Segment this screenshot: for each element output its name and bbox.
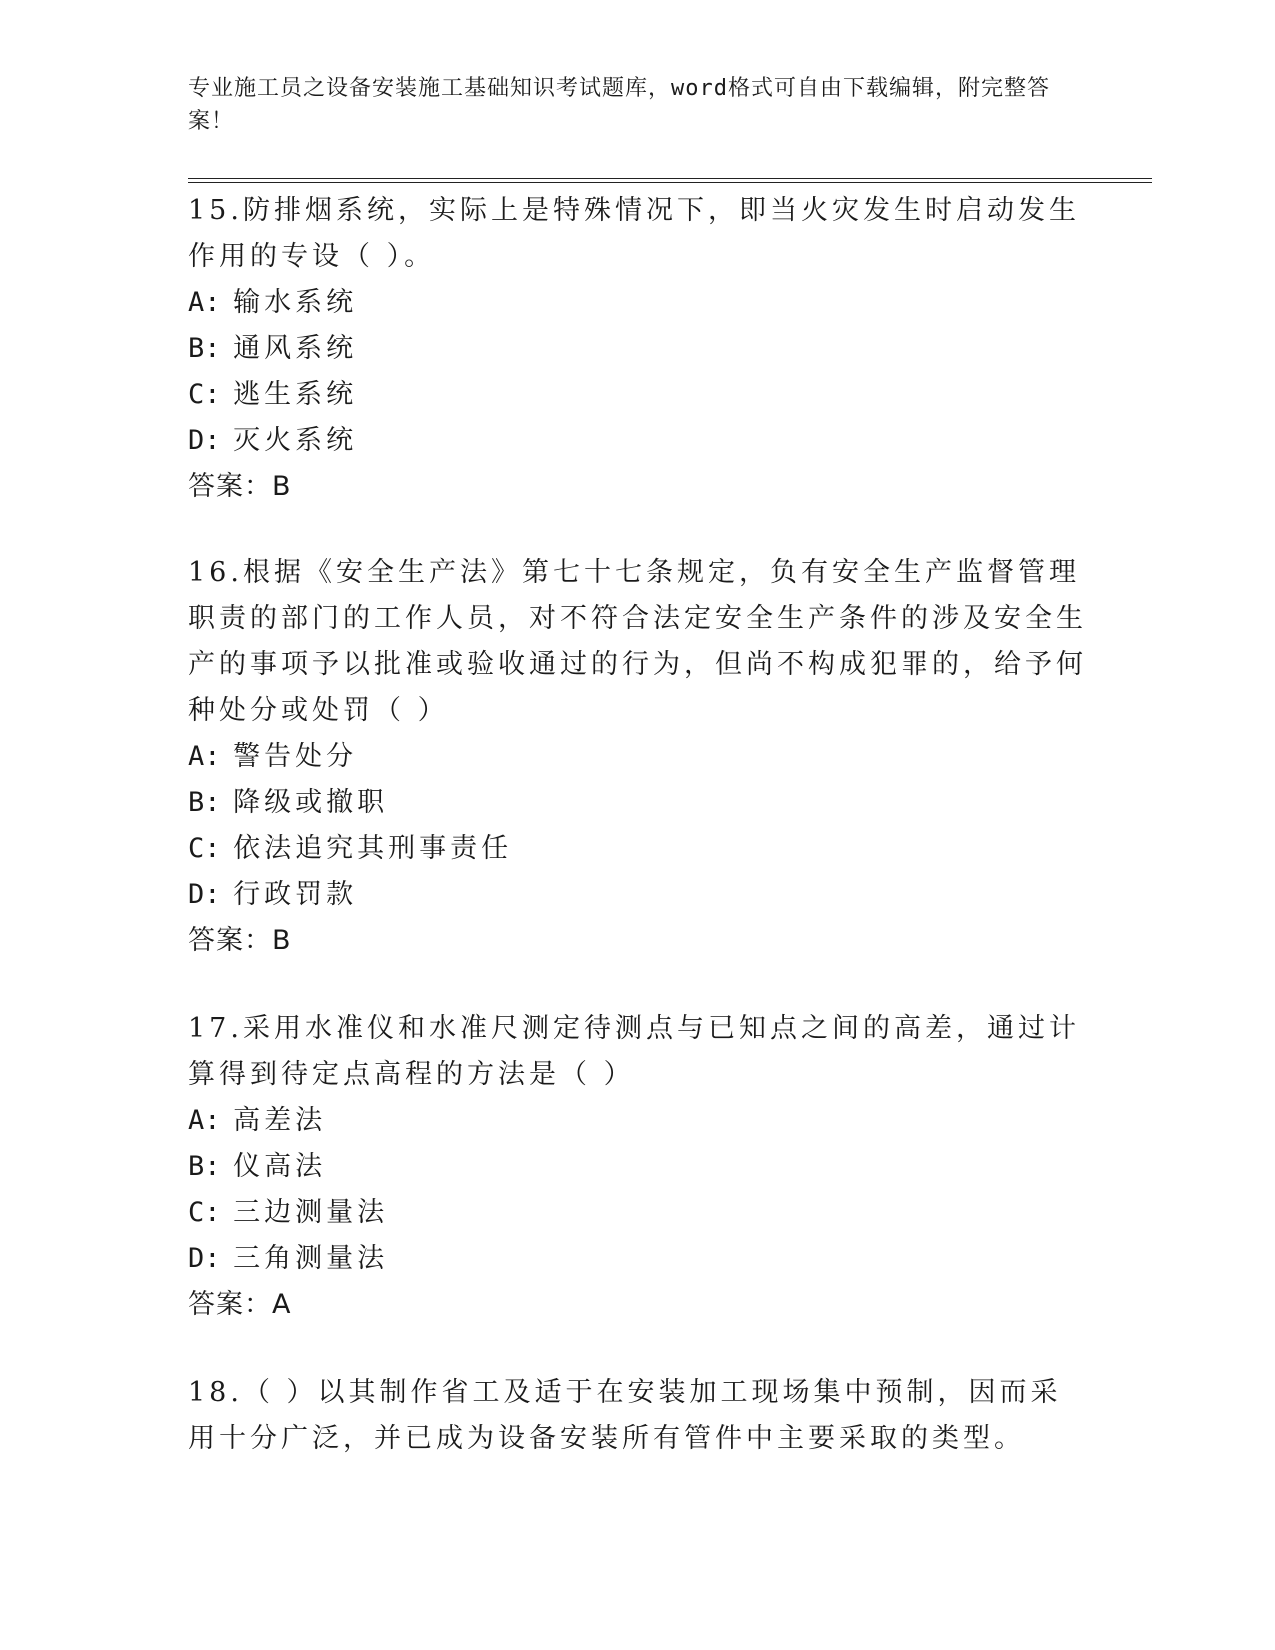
option-letter: C: [188, 1197, 221, 1228]
question-stem: 15.防排烟系统，实际上是特殊情况下，即当火灾发生时启动发生作用的专设（ ）。 [188, 195, 1080, 272]
option-a [188, 280, 1088, 326]
option-letter: D: [188, 425, 221, 456]
header-divider-top [188, 178, 1152, 179]
option-a [188, 1098, 1088, 1144]
option-text: 警告处分 [233, 741, 358, 772]
option-c [188, 372, 1088, 418]
option-b [188, 326, 1088, 372]
question-stem: 18.（ ）以其制作省工及适于在安装加工现场集中预制，因而采用十分广泛，并已成为设备安装所有管件中主要采取的类型。 [188, 1377, 1062, 1454]
question-stem: 17.采用水准仪和水准尺测定待测点与已知点之间的高差，通过计算得到待定点高程的方法是（ ） [188, 1013, 1080, 1090]
document-header: 专业施工员之设备安装施工基础知识考试题库，word格式可自由下载编辑，附完整答案！ [188, 76, 1050, 134]
option-letter: D: [188, 1243, 221, 1274]
option-text: 通风系统 [233, 333, 358, 364]
question-17 [188, 1006, 1088, 1328]
option-letter: D: [188, 879, 221, 910]
answer-line: 答案：B [188, 471, 292, 502]
option-d [188, 1236, 1088, 1282]
option-text: 灭火系统 [233, 425, 358, 456]
option-letter: C: [188, 833, 221, 864]
option-text: 输水系统 [233, 287, 358, 318]
option-d [188, 418, 1088, 464]
header-divider-bottom [188, 182, 1152, 183]
option-b [188, 780, 1088, 826]
option-letter: A: [188, 287, 221, 318]
option-b [188, 1144, 1088, 1190]
option-text: 依法追究其刑事责任 [233, 833, 513, 864]
option-d [188, 872, 1088, 918]
option-letter: C: [188, 379, 221, 410]
option-c [188, 826, 1088, 872]
question-16 [188, 550, 1088, 964]
option-text: 三角测量法 [233, 1243, 389, 1274]
question-stem: 16.根据《安全生产法》第七十七条规定，负有安全生产监督管理职责的部门的工作人员，对不符合法定安全生产条件的涉及安全生产的事项予以批准或验收通过的行为，但尚不构成犯罪的，给予何种处分或处罚（ ） [188, 557, 1087, 726]
option-text: 高差法 [233, 1105, 327, 1136]
option-letter: B: [188, 1151, 221, 1182]
question-18 [188, 1370, 1088, 1462]
option-text: 仪高法 [233, 1151, 327, 1182]
option-text: 降级或撤职 [233, 787, 389, 818]
option-letter: A: [188, 1105, 221, 1136]
option-text: 行政罚款 [233, 879, 358, 910]
option-letter: B: [188, 333, 221, 364]
answer-line: 答案：B [188, 925, 292, 956]
answer-line: 答案：A [188, 1289, 292, 1320]
option-a [188, 734, 1088, 780]
option-c [188, 1190, 1088, 1236]
option-text: 三边测量法 [233, 1197, 389, 1228]
option-letter: B: [188, 787, 221, 818]
option-text: 逃生系统 [233, 379, 358, 410]
option-letter: A: [188, 741, 221, 772]
question-15 [188, 188, 1088, 510]
